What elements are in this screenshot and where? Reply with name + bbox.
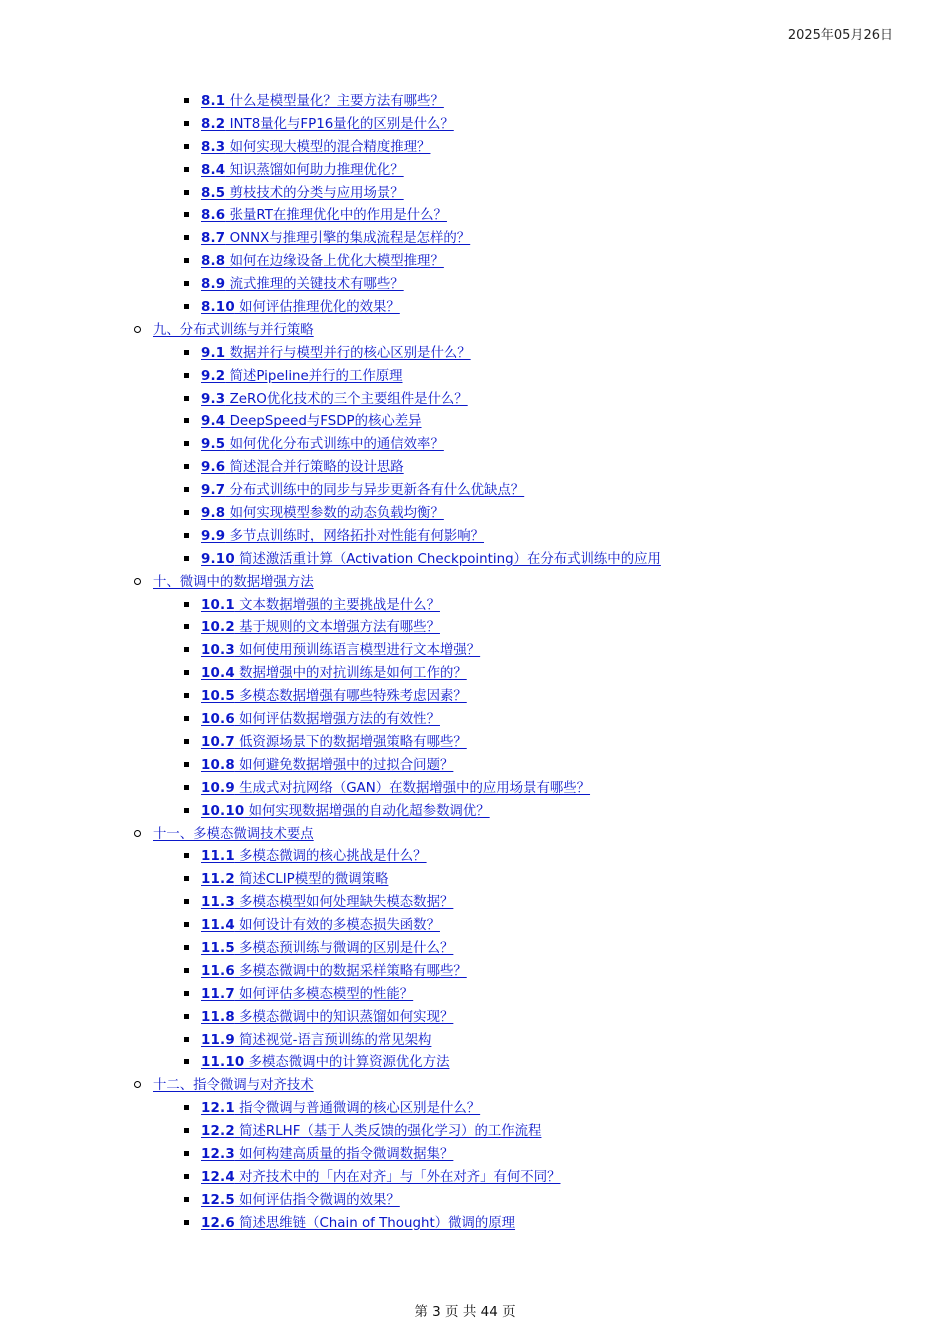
toc-list-item [0, 1165, 950, 1188]
toc-entry-text: 多模态数据增强有哪些特殊考虑因素？ [234, 689, 467, 705]
toc-entry-text: 多模态预训练与微调的区别是什么？ [234, 940, 454, 956]
toc-entry-number: 8.7 [201, 231, 226, 247]
toc-entry-number: 11.6 [201, 963, 235, 979]
toc-entry-text: 什么是模型量化？主要方法有哪些？ [225, 94, 444, 109]
toc-entry-link[interactable] [201, 712, 440, 727]
toc-list-item [0, 341, 950, 364]
toc-list-item [0, 730, 950, 753]
toc-list-item [0, 1005, 950, 1028]
toc-entry-text: 流式推理的关键技术有哪些？ [225, 277, 404, 293]
toc-entry-text: 低资源场景下的数据增强策略有哪些？ [234, 734, 467, 750]
toc-entry-number: 10.5 [201, 689, 235, 705]
toc-entry-text: 如何构建高质量的指令微调数据集？ [234, 1146, 454, 1162]
toc-entry-link[interactable] [201, 1124, 541, 1139]
toc-entry-text: 简述视觉-语言预训练的常见架构 [234, 1032, 432, 1048]
toc-list-item [0, 272, 950, 295]
toc-entry-number: 8.8 [201, 254, 226, 270]
square-bullet-icon [184, 556, 189, 561]
toc-list-item [0, 364, 950, 387]
toc-list-item [0, 478, 950, 501]
toc-entry-text: 简述CLIP模型的微调策略 [234, 872, 389, 888]
toc-list-item [0, 593, 950, 616]
toc-entry-number: 8.9 [201, 277, 226, 293]
square-bullet-icon [184, 396, 189, 401]
square-bullet-icon [184, 235, 189, 240]
toc-entry-number: 11.3 [201, 895, 235, 911]
toc-list-item [0, 1028, 950, 1051]
toc-entry-link[interactable] [201, 392, 468, 407]
square-bullet-icon [184, 1014, 189, 1019]
toc-entry-text: 简述混合并行策略的设计思路 [225, 460, 404, 476]
square-bullet-icon [184, 464, 189, 469]
toc-entry-link[interactable] [201, 414, 422, 429]
toc-entry-text: 多节点训练时，网络拓扑对性能有何影响？ [225, 528, 485, 544]
toc-entry-text: 张量RT在推理优化中的作用是什么？ [225, 208, 447, 224]
toc-entry-number: 12.6 [201, 1215, 235, 1231]
toc-entry-link[interactable] [201, 758, 453, 773]
square-bullet-icon [184, 167, 189, 172]
toc-entry-number: 11.9 [201, 1032, 235, 1048]
toc-entry-link[interactable] [201, 437, 444, 452]
toc-list-item [0, 524, 950, 547]
toc-list-item [0, 89, 950, 112]
toc-entry-text: 如何优化分布式训练中的通信效率？ [225, 437, 444, 453]
toc-entry-number: 9.1 [201, 345, 226, 361]
toc-section-item [0, 1073, 950, 1096]
toc-list-item [0, 1050, 950, 1073]
toc-entry-text: 知识蒸馏如何助力推理优化？ [225, 162, 404, 178]
toc-entry-number: 10.6 [201, 712, 235, 728]
square-bullet-icon [184, 418, 189, 423]
header-date: 2025年05月26日 [787, 28, 893, 43]
toc-entry-number: 11.5 [201, 940, 235, 956]
toc-entry-text: 如何在边缘设备上优化大模型推理？ [225, 254, 444, 270]
square-bullet-icon [184, 533, 189, 538]
toc-entry-link[interactable] [201, 186, 404, 201]
toc-entry-number: 8.1 [201, 94, 226, 109]
toc-entry-number: 12.5 [201, 1192, 235, 1208]
toc-entry-number: 9.7 [201, 483, 226, 499]
toc-entry-link[interactable] [201, 781, 590, 796]
circle-bullet-icon [134, 1081, 141, 1088]
toc-entry-link[interactable] [201, 529, 484, 544]
square-bullet-icon [184, 968, 189, 973]
toc-entry-link[interactable] [201, 208, 447, 223]
toc-entry-number: 8.4 [201, 162, 226, 178]
page-number: 第 3 页 共 44 页 [414, 1304, 516, 1320]
toc-entry-text: 如何实现大模型的混合精度推理？ [225, 139, 431, 155]
toc-entry-text: 如何评估推理优化的效果？ [234, 300, 400, 316]
toc-entry-text: INT8量化与FP16量化的区别是什么？ [225, 116, 454, 132]
square-bullet-icon [184, 647, 189, 652]
toc-list-item [0, 844, 950, 867]
toc-entry-link[interactable] [201, 1101, 480, 1116]
toc-entry-number: 10.1 [201, 597, 235, 613]
square-bullet-icon [184, 785, 189, 790]
square-bullet-icon [184, 1105, 189, 1110]
toc-entry-link[interactable] [201, 1170, 560, 1185]
toc-entry-number: 11.7 [201, 986, 235, 1002]
toc-entry-link[interactable] [201, 849, 427, 864]
toc-entry-link[interactable] [201, 643, 480, 658]
toc-section-item [0, 570, 950, 593]
toc-entry-text: 多模态微调中的知识蒸馏如何实现？ [234, 1009, 454, 1025]
toc-entry-link[interactable] [201, 346, 471, 361]
square-bullet-icon [184, 739, 189, 744]
square-bullet-icon [184, 670, 189, 675]
square-bullet-icon [184, 602, 189, 607]
toc-entry-text: 剪枝技术的分类与应用场景？ [225, 185, 404, 201]
toc-list-item [0, 455, 950, 478]
toc-entry-number: 10.9 [201, 780, 235, 796]
square-bullet-icon [184, 991, 189, 996]
toc-entry-link[interactable] [201, 1193, 400, 1208]
toc-entry-number: 10.10 [201, 803, 245, 819]
toc-entry-number: 10.3 [201, 643, 235, 659]
toc-entry-link[interactable] [201, 552, 661, 567]
toc-entry-link[interactable] [201, 163, 404, 178]
toc-list-item [0, 867, 950, 890]
toc-entry-text: 简述Pipeline并行的工作原理 [225, 368, 403, 384]
toc-list-item [0, 226, 950, 249]
toc-entry-text: 如何评估数据增强方法的有效性？ [234, 712, 440, 728]
square-bullet-icon [184, 281, 189, 286]
toc-entry-link[interactable] [201, 117, 454, 132]
toc-entry-link[interactable] [201, 300, 400, 315]
toc-entry-number: 11.4 [201, 918, 235, 934]
toc-entry-number: 11.2 [201, 872, 235, 888]
toc-entry-link[interactable] [201, 1033, 431, 1048]
toc-entry-text: 多模态微调的核心挑战是什么？ [234, 849, 427, 865]
toc-entry-link[interactable] [201, 895, 453, 910]
toc-list-item [0, 753, 950, 776]
toc-list-item [0, 158, 950, 181]
toc-entry-number: 9.5 [201, 437, 226, 453]
toc-entry-text: 数据增强中的对抗训练是如何工作的？ [234, 666, 467, 682]
toc-entry-number: 9.10 [201, 551, 235, 567]
square-bullet-icon [184, 853, 189, 858]
toc-entry-text: 简述思维链（Chain of Thought）微调的原理 [234, 1215, 516, 1231]
toc-entry-number: 9.4 [201, 414, 226, 430]
square-bullet-icon [184, 899, 189, 904]
toc-list-item [0, 913, 950, 936]
toc-entry-number: 10.4 [201, 666, 235, 682]
toc-entry-text: 多模态模型如何处理缺失模态数据？ [234, 895, 454, 911]
toc-entry-text: 如何避免数据增强中的过拟合问题？ [234, 757, 454, 773]
square-bullet-icon [184, 922, 189, 927]
toc-entry-number: 8.2 [201, 116, 226, 132]
toc-entry-link[interactable] [201, 1010, 453, 1025]
toc-entry-number: 10.7 [201, 734, 235, 750]
toc-entry-number: 12.2 [201, 1124, 235, 1140]
toc-list-item [0, 615, 950, 638]
toc-list-item [0, 1211, 950, 1234]
toc-list-item [0, 501, 950, 524]
toc-entry-link[interactable] [201, 689, 467, 704]
toc-entry-number: 8.3 [201, 139, 226, 155]
toc-entry-link[interactable] [201, 872, 388, 887]
toc-section-item [0, 318, 950, 341]
toc-list-item [0, 1142, 950, 1165]
toc-entry-text: 数据并行与模型并行的核心区别是什么？ [225, 345, 471, 361]
toc-entry-link[interactable] [201, 987, 413, 1002]
square-bullet-icon [184, 350, 189, 355]
toc-list-item [0, 135, 950, 158]
toc-entry-link[interactable] [201, 1216, 515, 1231]
toc-list-item [0, 776, 950, 799]
toc-entry-number: 9.3 [201, 391, 226, 407]
toc-entry-link[interactable] [201, 369, 403, 384]
toc-entry-text: 如何设计有效的多模态损失函数？ [234, 918, 440, 934]
toc-entry-number: 8.5 [201, 185, 226, 201]
toc-entry-link[interactable] [201, 483, 524, 498]
square-bullet-icon [184, 1059, 189, 1064]
toc-entry-number: 12.3 [201, 1146, 235, 1162]
square-bullet-icon [184, 945, 189, 950]
toc-list-item [0, 1119, 950, 1142]
toc-entry-text: 基于规则的文本增强方法有哪些？ [234, 620, 440, 636]
toc-entry-text: 十二、指令微调与对齐技术 [153, 1078, 314, 1094]
square-bullet-icon [184, 510, 189, 515]
toc-entry-text: 如何实现模型参数的动态负载均衡？ [225, 506, 444, 522]
toc-section-link[interactable] [153, 827, 314, 842]
toc-entry-number: 8.6 [201, 208, 226, 224]
toc-entry-link[interactable] [201, 598, 440, 613]
square-bullet-icon [184, 624, 189, 629]
toc-list-item [0, 1096, 950, 1119]
toc-entry-text: 对齐技术中的「内在对齐」与「外在对齐」有何不同？ [234, 1169, 561, 1185]
toc-entry-number: 12.1 [201, 1101, 235, 1117]
toc-entry-number: 9.2 [201, 368, 226, 384]
toc-list-item [0, 432, 950, 455]
toc-entry-text: 九、分布式训练与并行策略 [153, 322, 314, 338]
square-bullet-icon [184, 373, 189, 378]
toc-entry-link[interactable] [201, 460, 404, 475]
toc-entry-number: 11.10 [201, 1055, 245, 1071]
toc-list-item [0, 936, 950, 959]
toc-entry-link[interactable] [201, 804, 490, 819]
square-bullet-icon [184, 258, 189, 263]
square-bullet-icon [184, 693, 189, 698]
square-bullet-icon [184, 304, 189, 309]
toc-entry-text: ZeRO优化技术的三个主要组件是什么？ [225, 391, 468, 407]
square-bullet-icon [184, 1128, 189, 1133]
toc-list-item [0, 181, 950, 204]
toc-entry-number: 10.8 [201, 757, 235, 773]
toc-list-item [0, 959, 950, 982]
toc-entry-text: 多模态微调中的计算资源优化方法 [244, 1055, 450, 1071]
toc-entry-text: 生成式对抗网络（GAN）在数据增强中的应用场景有哪些？ [234, 780, 591, 796]
toc-entry-text: 简述RLHF（基于人类反馈的强化学习）的工作流程 [234, 1124, 542, 1140]
square-bullet-icon [184, 1220, 189, 1225]
toc-entry-link[interactable] [201, 1055, 449, 1070]
toc-section-link[interactable] [153, 575, 314, 590]
square-bullet-icon [184, 98, 189, 103]
toc-list-item [0, 684, 950, 707]
toc-entry-text: ONNX与推理引擎的集成流程是怎样的？ [225, 231, 471, 247]
toc-section-link[interactable] [153, 1078, 314, 1093]
toc-list-item [0, 890, 950, 913]
toc-entry-number: 8.10 [201, 300, 235, 316]
toc-entry-number: 11.8 [201, 1009, 235, 1025]
toc-list-item [0, 707, 950, 730]
toc-entry-link[interactable] [201, 620, 440, 635]
toc-entry-link[interactable] [201, 231, 470, 246]
toc-list-item [0, 1188, 950, 1211]
toc-section-link[interactable] [153, 323, 314, 338]
toc-entry-link[interactable] [201, 254, 444, 269]
square-bullet-icon [184, 1151, 189, 1156]
toc-entry-text: 如何评估指令微调的效果？ [234, 1192, 400, 1208]
toc-entry-text: 简述激活重计算（Activation Checkpointing）在分布式训练中的应用 [234, 551, 661, 567]
square-bullet-icon [184, 716, 189, 721]
toc-entry-text: DeepSpeed与FSDP的核心差异 [225, 414, 422, 430]
square-bullet-icon [184, 212, 189, 217]
toc-list-item [0, 638, 950, 661]
toc-section-item [0, 822, 950, 845]
toc-entry-text: 如何使用预训练语言模型进行文本增强？ [234, 643, 481, 659]
toc-list-item [0, 295, 950, 318]
toc-entry-text: 多模态微调中的数据采样策略有哪些？ [234, 963, 467, 979]
square-bullet-icon [184, 441, 189, 446]
toc-entry-number: 11.1 [201, 849, 235, 865]
toc-entry-link[interactable] [201, 140, 430, 155]
toc-list-item [0, 112, 950, 135]
circle-bullet-icon [134, 578, 141, 585]
toc-list-item [0, 203, 950, 226]
toc-entry-text: 文本数据增强的主要挑战是什么？ [234, 597, 440, 613]
toc-entry-link[interactable] [201, 941, 453, 956]
square-bullet-icon [184, 1197, 189, 1202]
square-bullet-icon [184, 1174, 189, 1179]
toc-entry-link[interactable] [201, 735, 467, 750]
toc-entry-link[interactable] [201, 964, 467, 979]
toc-entry-text: 指令微调与普通微调的核心区别是什么？ [234, 1101, 481, 1117]
square-bullet-icon [184, 808, 189, 813]
circle-bullet-icon [134, 326, 141, 333]
toc-entry-number: 10.2 [201, 620, 235, 636]
toc-entry-number: 9.6 [201, 460, 226, 476]
toc-list-item [0, 547, 950, 570]
toc-list-item [0, 409, 950, 432]
toc-entry-text: 十、微调中的数据增强方法 [153, 574, 314, 590]
toc-entry-number: 9.8 [201, 506, 226, 522]
square-bullet-icon [184, 487, 189, 492]
toc-entry-text: 如何实现数据增强的自动化超参数调优？ [244, 803, 490, 819]
toc-list-item [0, 799, 950, 822]
square-bullet-icon [184, 762, 189, 767]
circle-bullet-icon [134, 830, 141, 837]
toc-entry-link[interactable] [201, 277, 404, 292]
table-of-contents [0, 89, 950, 1234]
toc-list-item [0, 661, 950, 684]
toc-entry-text: 分布式训练中的同步与异步更新各有什么优缺点？ [225, 483, 525, 499]
toc-entry-number: 12.4 [201, 1169, 235, 1185]
toc-entry-text: 十一、多模态微调技术要点 [153, 826, 314, 842]
toc-entry-text: 如何评估多模态模型的性能？ [234, 986, 414, 1002]
toc-entry-link[interactable] [201, 506, 444, 521]
square-bullet-icon [184, 121, 189, 126]
square-bullet-icon [184, 190, 189, 195]
toc-entry-link[interactable] [201, 666, 467, 681]
toc-list-item [0, 249, 950, 272]
toc-list-item [0, 387, 950, 410]
toc-entry-link[interactable] [201, 1147, 453, 1162]
square-bullet-icon [184, 1037, 189, 1042]
toc-entry-link[interactable] [201, 918, 440, 933]
square-bullet-icon [184, 144, 189, 149]
square-bullet-icon [184, 876, 189, 881]
toc-list-item [0, 982, 950, 1005]
toc-entry-number: 9.9 [201, 528, 226, 544]
toc-entry-link[interactable] [201, 94, 444, 109]
